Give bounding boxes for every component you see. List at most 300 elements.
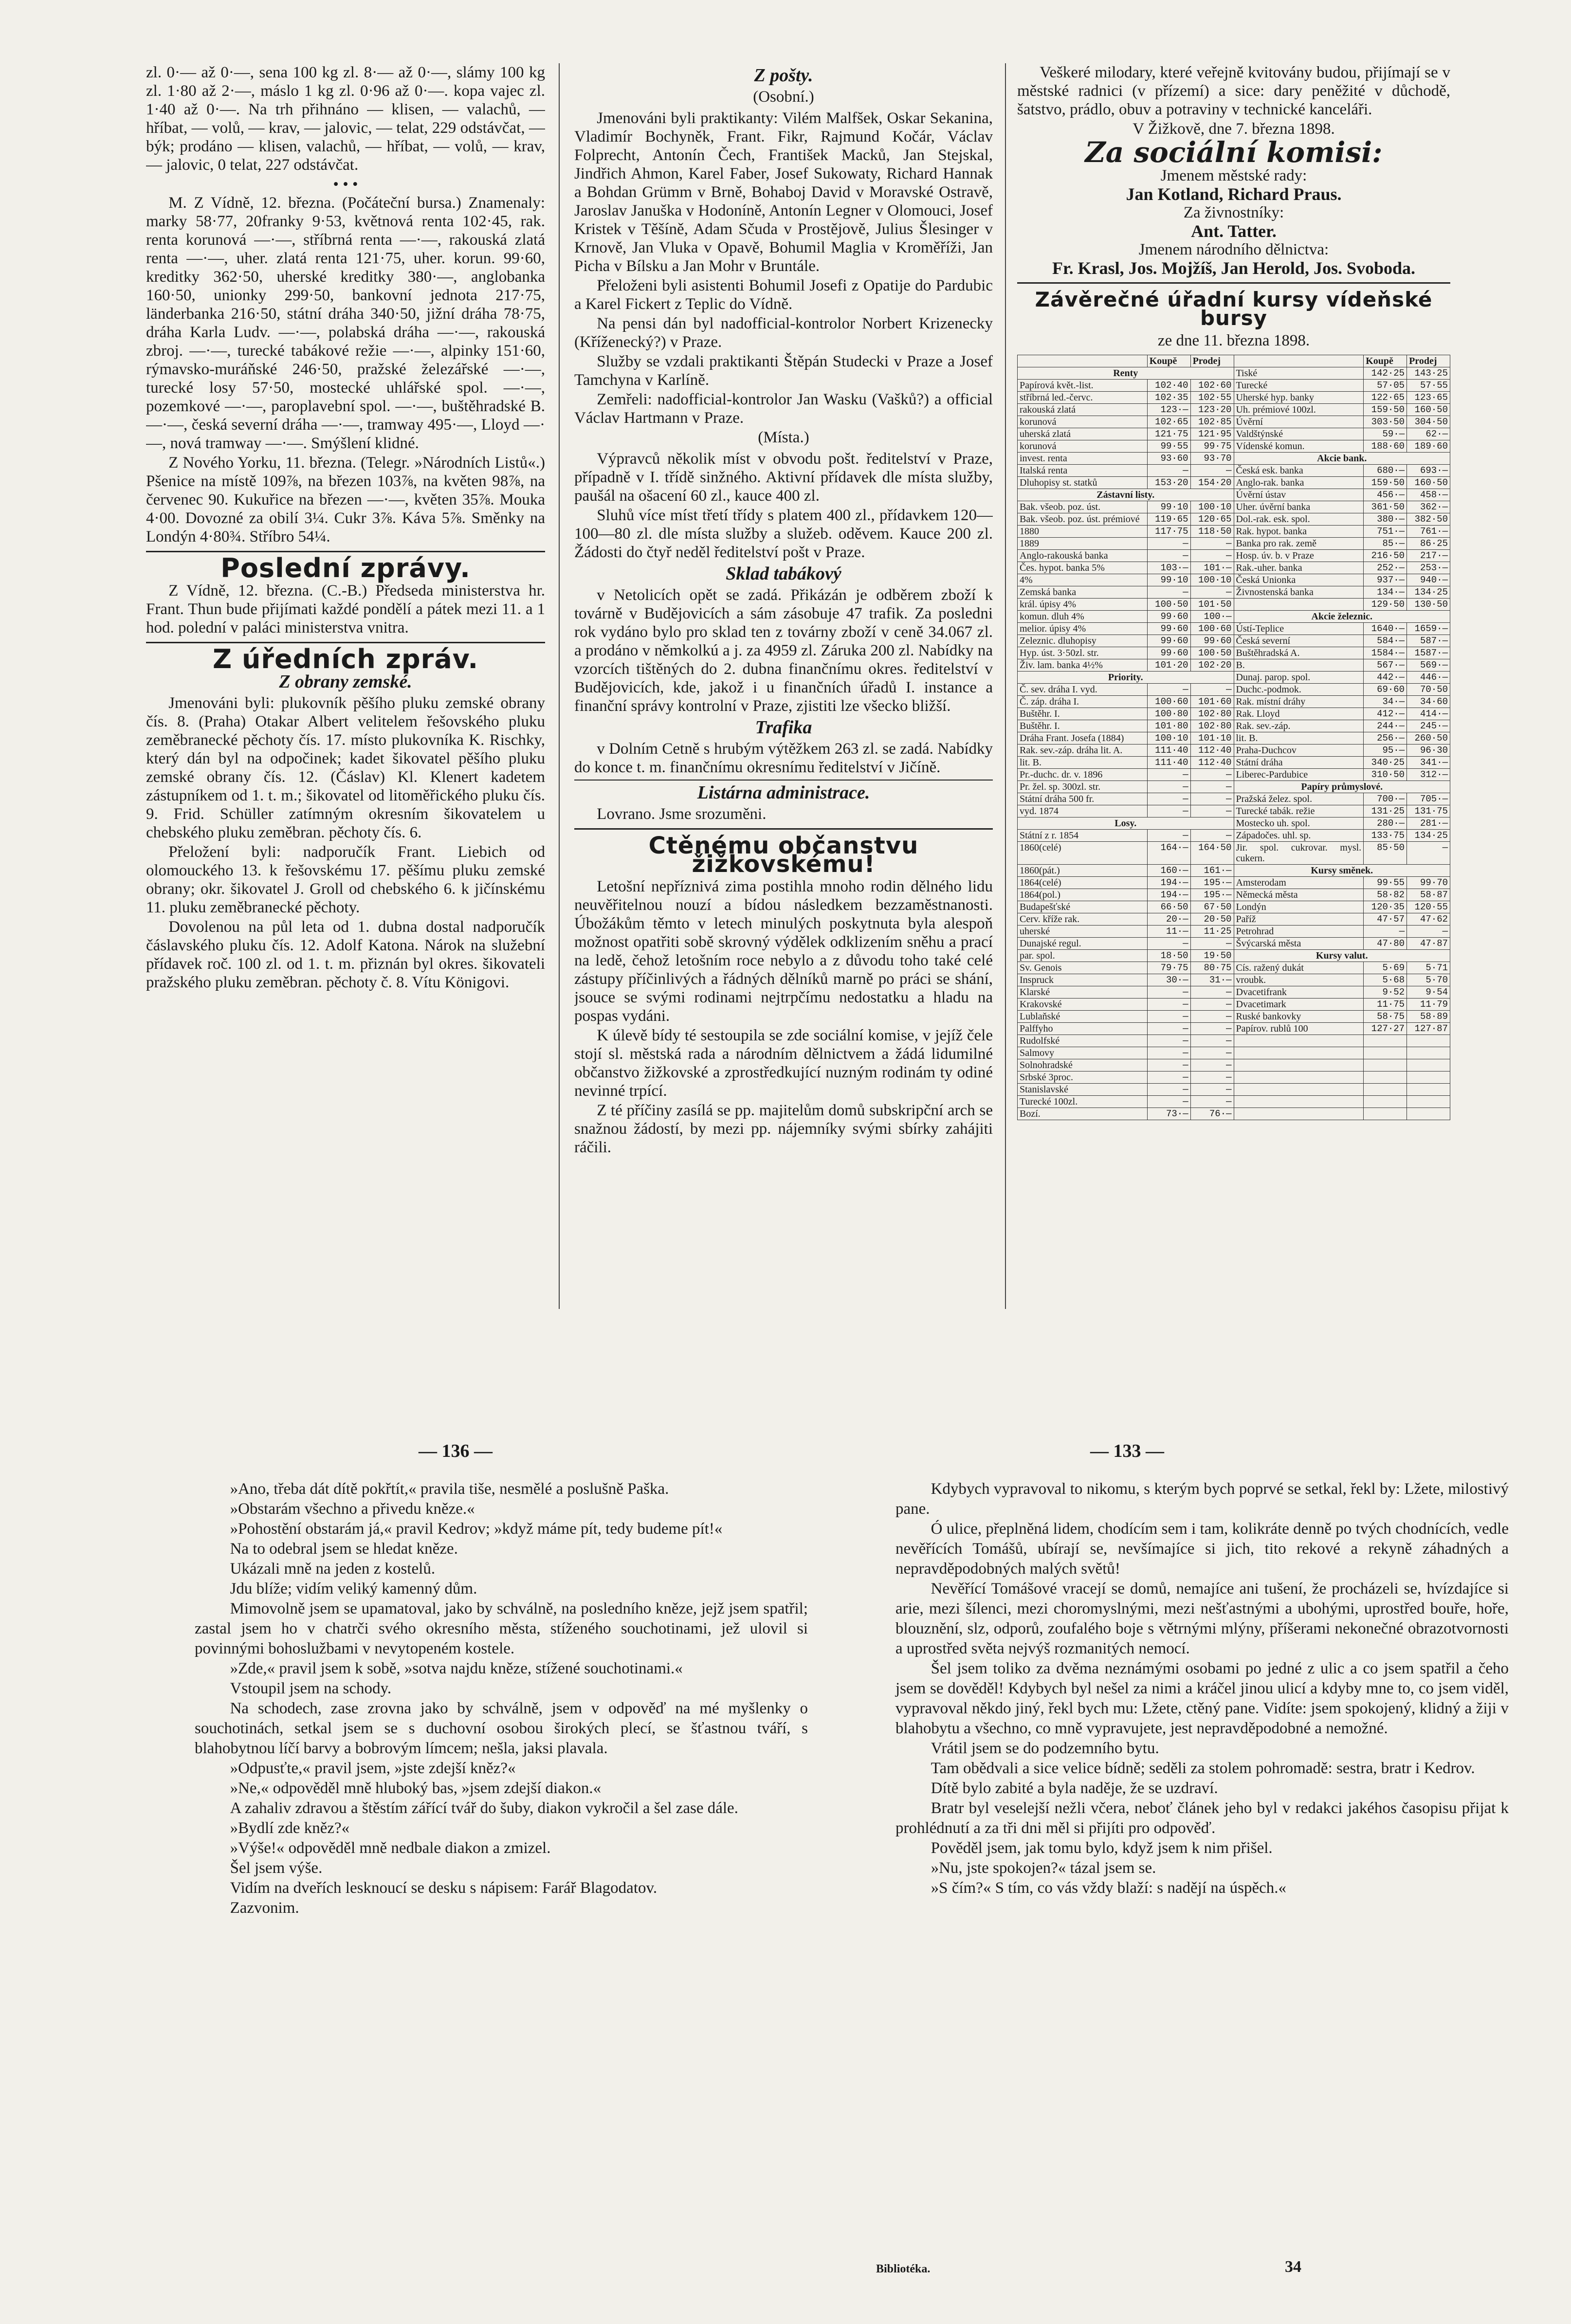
buy-price: 194·— (1147, 889, 1190, 901)
security-name: Duchc.-podmok. (1234, 684, 1364, 696)
buy-price: 9·52 (1364, 986, 1407, 999)
table-section-label: Losy. (1018, 817, 1234, 830)
buy-price: — (1147, 999, 1190, 1011)
sell-price: — (1190, 1071, 1234, 1084)
sell-price: 102·80 (1190, 708, 1234, 720)
buy-price: 584·— (1364, 635, 1407, 647)
buy-price: 159·50 (1364, 404, 1407, 416)
sell-price: 127·87 (1407, 1023, 1450, 1035)
buy-price: 1640·— (1364, 623, 1407, 635)
security-name: Dráha Frant. Josefa (1884) (1018, 732, 1148, 744)
sell-price: 102·60 (1190, 380, 1234, 392)
table-row (1018, 672, 1450, 684)
security-name: Uherské hyp. banky (1234, 392, 1364, 404)
security-name: par. spol. (1018, 950, 1148, 962)
buy-price: — (1147, 1084, 1190, 1096)
buy-price: 11·75 (1364, 999, 1407, 1011)
empty-cell (1407, 1059, 1450, 1071)
sell-price: 160·50 (1407, 404, 1450, 416)
buy-price: — (1147, 538, 1190, 550)
empty-cell (1364, 1047, 1407, 1059)
buy-price: 751·— (1364, 526, 1407, 538)
security-name: Německá města (1234, 889, 1364, 901)
sell-price: 86·25 (1407, 538, 1450, 550)
security-name: korunová (1018, 416, 1148, 428)
security-name: Pražská želez. spol. (1234, 793, 1364, 805)
column-header: Koupě (1364, 355, 1407, 367)
column-middle (574, 63, 993, 1299)
sell-price: 134·25 (1407, 586, 1450, 599)
buy-price: 142·25 (1364, 367, 1407, 380)
security-name: Papírov. rublů 100 (1234, 1023, 1364, 1035)
security-name: Buštěhradská A. (1234, 647, 1364, 659)
place-date: V Žižkově, dne 7. března 1898. (1133, 120, 1335, 138)
sell-price: — (1190, 781, 1234, 793)
buy-price: 99·10 (1147, 574, 1190, 586)
novel-paragraph: Jdu blíže; vidím veliký kamenný dům. (230, 1580, 477, 1598)
buy-price: — (1147, 1096, 1190, 1108)
buy-price: 73·— (1147, 1108, 1190, 1120)
security-name: Česká esk. banka (1234, 465, 1364, 477)
sell-price: 99·75 (1190, 440, 1234, 453)
table-row (1018, 926, 1450, 938)
table-row (1018, 1108, 1450, 1120)
table-row (1018, 647, 1450, 659)
bourse-heading: Závěrečné úřadní kursy vídeňské bursy (1035, 288, 1433, 330)
sell-price: — (1190, 830, 1234, 842)
security-name: Švýcarská města (1234, 938, 1364, 950)
page-number-right: — 133 — (1090, 1441, 1164, 1461)
table-row (1018, 440, 1450, 453)
novel-paragraph: »S čím?« S tím, co vás vždy blaží: s nadějí na úspěch.« (931, 1879, 1287, 1897)
post-heading: Z pošty. (754, 65, 813, 86)
sell-price: 118·50 (1190, 526, 1234, 538)
security-name: Rak. Lloyd (1234, 708, 1364, 720)
council-label: Jmenem městské rady: (1160, 167, 1307, 184)
sell-price: 67·50 (1190, 901, 1234, 913)
sell-price: 131·75 (1407, 805, 1450, 817)
buy-price: 93·60 (1147, 453, 1190, 465)
security-name: Solnohradské (1018, 1059, 1148, 1071)
security-name: Londýn (1234, 901, 1364, 913)
buy-price: 280·— (1364, 817, 1407, 830)
sell-price: 120·65 (1190, 513, 1234, 526)
sell-price: 62·— (1407, 428, 1450, 440)
sell-price: 217·— (1407, 550, 1450, 562)
sell-price: 102·85 (1190, 416, 1234, 428)
buy-price: 99·60 (1147, 623, 1190, 635)
security-name: Dunaj. parop. spol. (1234, 672, 1364, 684)
buy-price: 20·— (1147, 913, 1190, 926)
buy-price: 102·40 (1147, 380, 1190, 392)
bourse-table (1017, 355, 1450, 1120)
trafika-paragraph: v Dolním Cetně s hrubým výtěžkem 263 zl. se zadá. Nabídky do konce t. m. finančnímu okresnímu ředitelství v Jičíně. (574, 740, 993, 776)
sell-price: 362·— (1407, 501, 1450, 513)
buy-price: — (1147, 1035, 1190, 1047)
novel-pages (146, 1440, 1509, 2277)
buy-price: 85·— (1364, 538, 1407, 550)
buy-price: 310·50 (1364, 769, 1407, 781)
empty-cell (1234, 1047, 1364, 1059)
table-row (1018, 562, 1450, 574)
security-name: král. úpisy 4% (1018, 599, 1148, 611)
empty-cell (1364, 1059, 1407, 1071)
buy-price: 160·— (1147, 865, 1190, 877)
table-row (1018, 635, 1450, 647)
page-number-left: — 136 — (419, 1441, 493, 1461)
footer-signature-number: 34 (1285, 2258, 1301, 2276)
buy-price: 700·— (1364, 793, 1407, 805)
buy-price: 123·— (1147, 404, 1190, 416)
post-subheading: (Osobní.) (753, 88, 814, 106)
empty-cell (1234, 1108, 1364, 1120)
security-name: Lublaňské (1018, 1011, 1148, 1023)
security-name: Tiské (1234, 367, 1364, 380)
new-york-report: Z Nového Yorku, 11. března. (Telegr. »Národních Listů«.) Pšenice na místě 109⅞, na březen 103⅞, na květen 98⅞, na červenec 90. Kukuřice na březen —·—, květen 35⅞. Mouka 4·00. Dovozné za obilí 3¼. Cukr 3⅞. Káva 5⅞. Směnky na Londýn 4·80¾. Stříbro 54¼. (146, 454, 545, 545)
buy-price: 680·— (1364, 465, 1407, 477)
security-name: 1889 (1018, 538, 1148, 550)
buy-price: 102·65 (1147, 416, 1190, 428)
security-name: Rak. místní dráhy (1234, 696, 1364, 708)
table-row (1018, 805, 1450, 817)
buy-price: — (1147, 684, 1190, 696)
sell-price: — (1407, 842, 1450, 865)
sell-price: 80·75 (1190, 962, 1234, 974)
security-name: Palffyho (1018, 1023, 1148, 1035)
security-name: Zeleznic. dluhopisy (1018, 635, 1148, 647)
sell-price: 99·60 (1190, 635, 1234, 647)
security-name: Salmovy (1018, 1047, 1148, 1059)
table-row (1018, 1047, 1450, 1059)
appeal-paragraph: K úlevě bídy té sestoupila se zde sociální komise, v jejíž čele stojí sl. městská rada a národním dělnictvem a žádá lidumilné občanstvo žižkovské a zprostředkující nuzným rodinám ty odiné nevinné trpící. (574, 1027, 993, 1100)
security-name: Krakovské (1018, 999, 1148, 1011)
table-row (1018, 781, 1450, 793)
buy-price: 442·— (1364, 672, 1407, 684)
table-row (1018, 392, 1450, 404)
table-row (1018, 865, 1450, 877)
buy-price: — (1147, 938, 1190, 950)
table-row (1018, 817, 1450, 830)
sell-price: — (1190, 1023, 1234, 1035)
security-name: Cerv. kříže rak. (1018, 913, 1148, 926)
buy-price: 47·80 (1364, 938, 1407, 950)
security-name: Č. sev. dráha I. vyd. (1018, 684, 1148, 696)
buy-price: 340·25 (1364, 757, 1407, 769)
novel-paragraph: »Ano, třeba dát dítě pokřtít,« pravila tiše, nesmělé a poslušně Paška. (230, 1480, 669, 1498)
buy-price: 58·75 (1364, 1011, 1407, 1023)
security-name: Anglo-rakouská banka (1018, 550, 1148, 562)
sell-price: 121·95 (1190, 428, 1234, 440)
buy-price: 34·— (1364, 696, 1407, 708)
table-row (1018, 367, 1450, 380)
buy-price: 100·80 (1147, 708, 1190, 720)
buy-price: 85·50 (1364, 842, 1407, 865)
sell-price: — (1407, 926, 1450, 938)
table-row (1018, 513, 1450, 526)
buy-price: 134·— (1364, 586, 1407, 599)
security-name: Buštěhr. I. (1018, 708, 1148, 720)
table-row (1018, 501, 1450, 513)
column-header: Prodej (1190, 355, 1234, 367)
table-row (1018, 526, 1450, 538)
post-paragraph: Sluhů více míst třetí třídy s platem 400 zl., přídavkem 120—100—80 zl. dle místa služby a služeb. oděvem. Kauce 200 zl. Žádosti do čtyř neděl ředitelství pošt v Praze. (574, 507, 993, 561)
table-row (1018, 830, 1450, 842)
sell-price: 120·55 (1407, 901, 1450, 913)
buy-price: 127·27 (1364, 1023, 1407, 1035)
buy-price: 79·75 (1147, 962, 1190, 974)
buy-price: 99·60 (1147, 647, 1190, 659)
security-name: 4% (1018, 574, 1148, 586)
tobacco-paragraph: v Netolicích opět se zadá. Přikázán je odběrem zboží k továrně v Budějovicích a sám zásobuje 47 trafik. Za posledni rok vydáno bylo pro sklad ten z továrny zboží v ceně 34.067 zl. a prodáno v němkolkú a j. za 4959 zl. Záruka 200 zl. Nabídky na vzorcích tištěných do 2. dubna finančnímu okres. ředitelství v Budějovicích, kde, jakož i u finančních úřadů I. instance a finanční správy kontrolní v Praze, zjistiti lze všecko bližší. (574, 586, 993, 715)
table-row (1018, 659, 1450, 672)
buy-price: 216·50 (1364, 550, 1407, 562)
buy-price: — (1147, 769, 1190, 781)
security-name: 1880 (1018, 526, 1148, 538)
buy-price: 1584·— (1364, 647, 1407, 659)
security-name: Dvacetimark (1234, 999, 1364, 1011)
table-row (1018, 974, 1450, 986)
buy-price: 99·60 (1147, 635, 1190, 647)
table-row (1018, 986, 1450, 999)
security-name: Česká severní (1234, 635, 1364, 647)
sell-price: — (1190, 999, 1234, 1011)
sell-price: 100·— (1190, 611, 1234, 623)
empty-cell (1234, 1071, 1364, 1084)
official-news-subheading: Z obrany zemské. (279, 672, 412, 692)
buy-price: 117·75 (1147, 526, 1190, 538)
bourse-date: ze dne 11. března 1898. (1157, 332, 1310, 349)
novel-paragraph: Nevěřící Tomášové vracejí se domů, nemajíce ani tušení, že procházeli se, hvízdajíce si arie, mezi šílenci, mezi choromyslnými, mezi nešťastnými a ubohými, uprostřed bouře, hoře, blouznění, slz, odporů, zoufalého boje s větrnými mlýny, příšerami nekonečné obrazotvornosti a uprostřed světa nejvýš rozmanitých nemocí. (895, 1580, 1509, 1657)
buy-price: — (1147, 830, 1190, 842)
sell-price: 70·50 (1407, 684, 1450, 696)
novel-paragraph: A zahaliv zdravou a štěstím zářící tvář do šuby, diakon vykročil a šel zase dále. (230, 1799, 738, 1817)
buy-price: 99·60 (1147, 611, 1190, 623)
table-row (1018, 477, 1450, 489)
security-name: Bozí. (1018, 1108, 1148, 1120)
buy-price: 99·55 (1364, 877, 1407, 889)
table-section-label: Akcie železnic. (1234, 611, 1450, 623)
buy-price: 69·60 (1364, 684, 1407, 696)
buy-price: 567·— (1364, 659, 1407, 672)
buy-price: — (1147, 1023, 1190, 1035)
security-name: Papírová květ.-list. (1018, 380, 1148, 392)
table-section-label: Priority. (1018, 672, 1234, 684)
commission-heading: Za sociální komisi: (1085, 136, 1383, 169)
table-row (1018, 950, 1450, 962)
sell-price: 5·71 (1407, 962, 1450, 974)
table-row (1018, 623, 1450, 635)
novel-paragraph: »Odpusťte,« pravil jsem, »jste zdejší kněz?« (230, 1760, 516, 1777)
security-name: Dunajské regul. (1018, 938, 1148, 950)
novel-paragraph: Vidím na dveřích lesknoucí se desku s nápisem: Farář Blagodatov. (230, 1879, 658, 1897)
post-paragraph: Služby se vzdali praktikanti Štěpán Studecki v Praze a Josef Tamchyna v Karlíně. (574, 353, 993, 389)
empty-cell (1234, 1035, 1364, 1047)
security-name: vyd. 1874 (1018, 805, 1148, 817)
table-row (1018, 999, 1450, 1011)
security-name: B. (1234, 659, 1364, 672)
empty-cell (1364, 1108, 1407, 1120)
buy-price: 131·25 (1364, 805, 1407, 817)
table-row (1018, 1023, 1450, 1035)
sell-price: 99·70 (1407, 877, 1450, 889)
novel-paragraph: Ukázali mně na jeden z kostelů. (230, 1560, 436, 1578)
buy-price: 99·55 (1147, 440, 1190, 453)
divider (574, 828, 993, 830)
security-name: Budapešťské (1018, 901, 1148, 913)
table-row (1018, 538, 1450, 550)
table-row (1018, 744, 1450, 757)
sell-price: 143·25 (1407, 367, 1450, 380)
buy-price: 153·20 (1147, 477, 1190, 489)
empty-cell (1364, 1071, 1407, 1084)
sell-price: 245·— (1407, 720, 1450, 732)
sell-price: 260·50 (1407, 732, 1450, 744)
table-row (1018, 684, 1450, 696)
buy-price: 133·75 (1364, 830, 1407, 842)
sell-price: 100·50 (1190, 647, 1234, 659)
novel-paragraph: Vrátil jsem se do podzemního bytu. (931, 1740, 1159, 1757)
security-name: uherská zlatá (1018, 428, 1148, 440)
sell-price: 5·70 (1407, 974, 1450, 986)
table-row (1018, 696, 1450, 708)
security-name: Státní dráha (1234, 757, 1364, 769)
novel-paragraph: »Obstarám všechno a přivedu kněze.« (230, 1500, 475, 1518)
table-row (1018, 428, 1450, 440)
sell-price: 761·— (1407, 526, 1450, 538)
sell-price: 9·54 (1407, 986, 1450, 999)
empty-cell (1407, 1035, 1450, 1047)
latest-news-text: Z Vídně, 12. března. (C.-B.) Předseda ministerstva hr. Frant. Thun bude přijímati každé pondělí a pátek mezi 11. a 1 hod. polední v paláci ministerstva vnitra. (146, 582, 545, 636)
divider (574, 780, 993, 781)
security-name: Banka pro rak. země (1234, 538, 1364, 550)
table-row (1018, 732, 1450, 744)
security-name: Turecké 100zl. (1018, 1096, 1148, 1108)
security-name: Petrohrad (1234, 926, 1364, 938)
novel-paragraph: Tam obědvali a sice velice bídně; seděli za stolem pohromadě: sestra, bratr i Kedrov. (931, 1760, 1475, 1777)
sell-price: 112·40 (1190, 744, 1234, 757)
table-section-label: Renty (1018, 367, 1234, 380)
buy-price: 188·60 (1364, 440, 1407, 453)
security-name: Praha-Duchcov (1234, 744, 1364, 757)
security-name: stříbrná led.-červc. (1018, 392, 1148, 404)
trades-label: Za živnostníky: (1183, 204, 1284, 221)
buy-price: 937·— (1364, 574, 1407, 586)
newspaper-upper-section (146, 63, 1450, 1299)
security-name: Stanislavské (1018, 1084, 1148, 1096)
sell-price: 57·55 (1407, 380, 1450, 392)
buy-price: 129·50 (1364, 599, 1407, 611)
sell-price: — (1190, 793, 1234, 805)
buy-price: — (1147, 1059, 1190, 1071)
empty-cell (1407, 1071, 1450, 1084)
official-news-paragraph: Dovolenou na půl leta od 1. dubna dostal nadporučík čáslavského pluku čís. 12. Adolf Katona. Nárok na služební přídavek roč. 100 zl. od 1. t. m. přiznán byl okres. šikovateli pražského pluku zeměbran. pěchoty č. 8. Vítu Königovi. (146, 918, 545, 991)
sell-price: — (1190, 538, 1234, 550)
security-name: rakouská zlatá (1018, 404, 1148, 416)
sell-price: 341·— (1407, 757, 1450, 769)
buy-price: 164·— (1147, 842, 1190, 865)
novel-page-right (895, 1479, 1509, 1898)
post-paragraph: Na pensi dán byl nadofficial-kontrolor Norbert Krizenecky (Kříženecký?) v Praze. (574, 315, 993, 351)
market-report: zl. 0·— až 0·—, sena 100 kg zl. 8·— až 0·—, slámy 100 kg zl. 1·80 až 2·—, máslo 1 kg zl. 0·96 až 0·—. kopa vajec zl. 1·40 až 0·—. Na trh přihnáno — klisen, — valachů, — hříbat, — volů, — krav, — jalovic, — telat, 229 odstávčat, — býk; prodáno — klisen, valachů, — hříbat, — volů, — krav, — jalovic, 0 telat, 227 odstávčat. (146, 64, 545, 174)
security-name: Buštěhr. I. (1018, 720, 1148, 732)
table-row (1018, 404, 1450, 416)
security-name: Dluhopisy st. statků (1018, 477, 1148, 489)
table-row (1018, 1071, 1450, 1084)
official-news-paragraph: Jmenováni byli: plukovník pěšího pluku zemské obrany čís. 8. (Praha) Otakar Albert velitelem řešovského pluku zeměbranecké pěchoty čís. 17. místo plukovníka K. Rischky, který dán byl na odpočinek; kadet šikovatel pěšího pluku zemské obrany čís. 12. (Čáslav) Kl. Klenert kadetem zástupníkem od 1. t. m.; šikovatel od litoměřického pluku čís. 9. Frid. Schüller zatímným okresním šikovatelem u chebského pluku zeměbran. pěchoty čís. 6. (146, 694, 545, 841)
buy-price: 252·— (1364, 562, 1407, 574)
buy-price: — (1147, 1047, 1190, 1059)
security-name: Cís. ražený dukát (1234, 962, 1364, 974)
security-name: Živ. lam. banka 4½% (1018, 659, 1148, 672)
vienna-bourse-report: M. Z Vídně, 12. března. (Počáteční bursa.) Znamenaly: marky 58·77, 20franky 9·53, květnová renta 102·45, rak. renta korunová —·—, stříbrná renta —·—, rakouská zlatá renta —·—, uher. zlatá renta 121·75, uher. korun. 99·60, kreditky 362·50, uherské kreditky 380·—, anglobanka 160·50, unionky 299·50, bankovní jednota 217·75, länderbanka 216·50, státní dráha 340·50, jižní dráha 78·75, dráha Karla Ludv. —·—, polabská dráha —·—, rakouská zbroj. —·—, turecké tabákové režie —·—, alpinky 151·60, rýmavsko-muráňské 246·50, pražské železářské —·—, turecké losy 57·50, mostecké uhlářské spol. —·—, pozemkové —·—, paroplavební spol. —·—, buštěhradské B. —·—, česká severní dráha —·—, tramway 495·—, Lloyd —·—, nová tramway —·—. Smýšlení klidné. (146, 194, 545, 452)
security-name: Pr. žel. sp. 300zl. str. (1018, 781, 1148, 793)
workers-label: Jmenem národního dělnictva: (1138, 241, 1329, 258)
table-row (1018, 1096, 1450, 1108)
sell-price: 1587·— (1407, 647, 1450, 659)
sell-price: 161·— (1190, 865, 1234, 877)
empty-cell (1407, 1047, 1450, 1059)
sell-price: 154·20 (1190, 477, 1234, 489)
table-row (1018, 938, 1450, 950)
security-name: uherské (1018, 926, 1148, 938)
empty-cell (1364, 1084, 1407, 1096)
buy-price: — (1147, 586, 1190, 599)
sell-price: 160·50 (1407, 477, 1450, 489)
security-name: Úvěrní (1234, 416, 1364, 428)
buy-price: 159·50 (1364, 477, 1407, 489)
table-row (1018, 720, 1450, 732)
sell-price: — (1190, 938, 1234, 950)
table-row (1018, 793, 1450, 805)
security-name: Turecké tabák. režie (1234, 805, 1364, 817)
security-name: Sv. Genois (1018, 962, 1148, 974)
buy-price: 5·69 (1364, 962, 1407, 974)
table-row (1018, 550, 1450, 562)
security-name: Jir. spol. cukrovar. mysl. cukern. (1234, 842, 1364, 865)
sell-price: 705·— (1407, 793, 1450, 805)
buy-price: 58·82 (1364, 889, 1407, 901)
table-row (1018, 1035, 1450, 1047)
security-name: Rak. hypot. banka (1234, 526, 1364, 538)
table-row (1018, 962, 1450, 974)
security-name: Bak. všeob. poz. úst. (1018, 501, 1148, 513)
security-name: 1860(celé) (1018, 842, 1148, 865)
table-row (1018, 380, 1450, 392)
security-name: Státní z r. 1854 (1018, 830, 1148, 842)
appeal-paragraph: Letošní nepříznivá zima postihla mnoho rodin dělného lidu neuvěřitelnou nouzí a bídou následkem bezzaměstnanosti. Úbožákům těmto v letech minulých poskytnuta byla alespoň možnost opatřiti sobě skrovný výdělek odklizením sněhu a prací na ledě, čehož letošním roce nebylo a z důvodu toho také celé zástupy příčinlivých a řádných dělníků marně po práci se shání, jsouce se svými rodinami nejtrpčímu nedostatku a hladu na pospas vydáni. (574, 878, 993, 1025)
buy-price: — (1364, 926, 1407, 938)
footer-library-label: Bibliotéka. (876, 2263, 931, 2275)
security-name: Mostecko uh. spol. (1234, 817, 1364, 830)
buy-price: — (1147, 1011, 1190, 1023)
security-name: Inspruck (1018, 974, 1148, 986)
buy-price: 57·05 (1364, 380, 1407, 392)
empty-cell (1234, 1084, 1364, 1096)
sell-price: 940·— (1407, 574, 1450, 586)
table-row (1018, 416, 1450, 428)
table-row (1018, 1084, 1450, 1096)
table-section-label: Zástavní listy. (1018, 489, 1234, 501)
council-names: Jan Kotland, Richard Praus. (1126, 184, 1342, 204)
sell-price: 414·— (1407, 708, 1450, 720)
column-header: Koupě (1147, 355, 1190, 367)
novel-paragraph: »Zde,« pravil jsem k sobě, »sotva najdu kněze, stížené souchotinami.« (230, 1660, 683, 1677)
security-name: Úvěrní ústav (1234, 489, 1364, 501)
table-section-label: Kursy valut. (1234, 950, 1450, 962)
buy-price: 456·— (1364, 489, 1407, 501)
table-row (1018, 889, 1450, 901)
security-name: Zemská banka (1018, 586, 1148, 599)
